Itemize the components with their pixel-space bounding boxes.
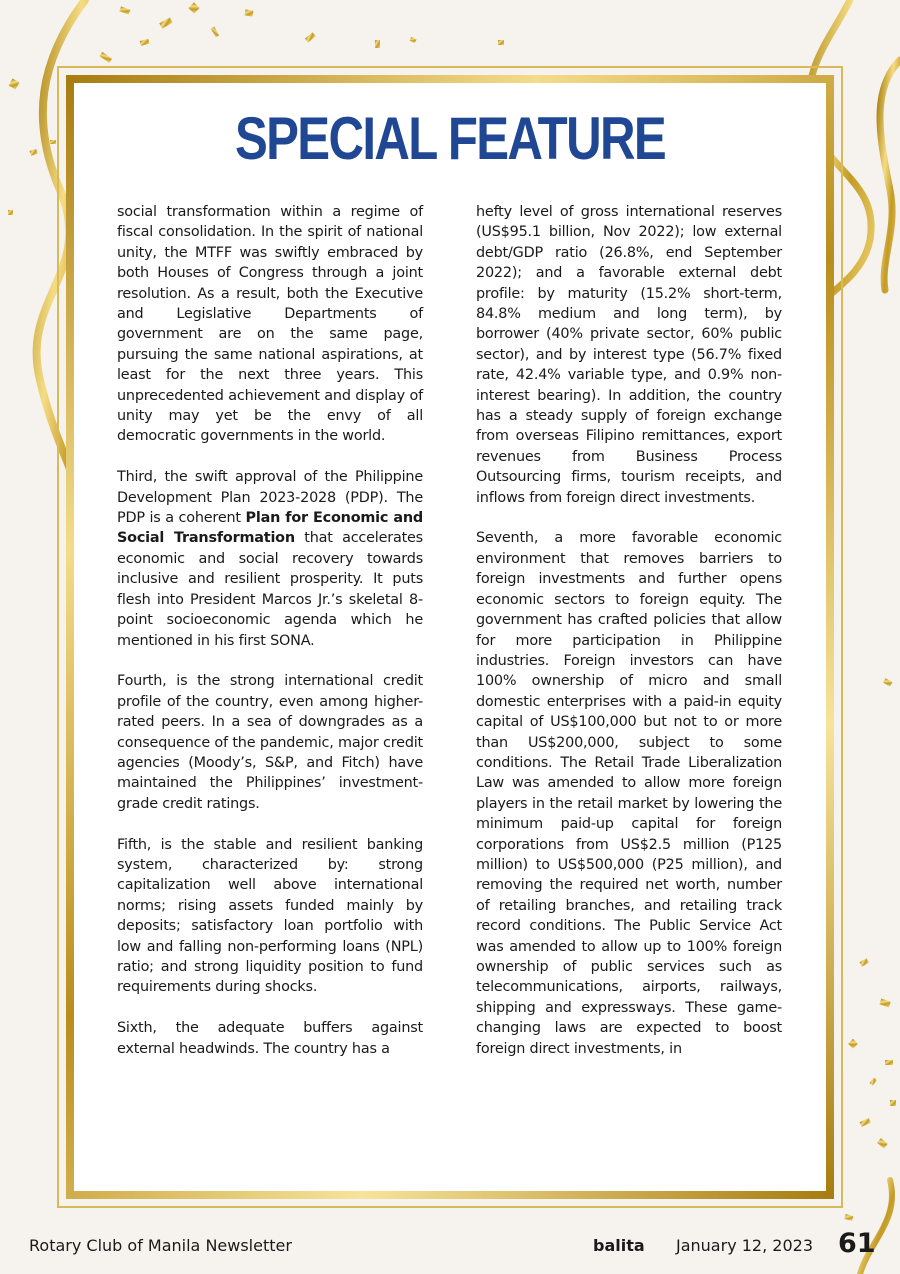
paragraph (117, 467, 423, 651)
paragraph: Fifth, is the stable and resilient banking system, characterized by: strong capitalization well above international norms; rising assets funded mainly by deposits; satisfactory loan portfolio with low and falling non-performing loans (NPL) ratio; and strong liquidity position to fund requirements during shocks. (117, 836, 423, 996)
paragraph: social transformation within a regime of fiscal consolidation. In the spirit of national unity, the MTFF was swiftly embraced by both Houses of Congress through a joint resolution. As a result, both the Executive and Legislative Departments of government are on the same page, pursuing the same national aspirations, at least for the next three years. This unprecedented achievement and display of unity may yet be the envy of all democratic governments in the world. (117, 204, 423, 445)
bold-phrase: Plan for Economic and Social Transformation (117, 510, 424, 547)
page-number: 61 (838, 1228, 876, 1259)
paragraph-text: that accelerates economic and social recovery towards inclusive and resilient prosperity. It puts flesh into President Marcos Jr.’s skeletal 8-point socioeconomic agenda which he mentioned in his first SONA. (117, 530, 423, 649)
right-ribbon-2 (880, 60, 900, 290)
paragraph: hefty level of gross international reserves (US$95.1 billion, Nov 2022); low external debt/GDP ratio (26.8%, end September 2022); and a favorable external debt profile: by maturity (15.2% short-term, 84.8% medium and long term), by borrower (40% private sector, 60% public sector), and by interest type (56.7% fixed rate, 42.4% variable type, and 0.9% non-interest bearing). In addition, the country has a steady supply of foreign exchange from overseas Filipino remittances, export revenues from Business Process Outsourcing firms, tourism receipts, and inflows from foreign direct investments. (476, 204, 782, 506)
footer-brand: balita (593, 1236, 645, 1255)
paragraph: Seventh, a more favorable economic environment that removes barriers to foreign investments and further opens economic sectors to foreign equity. The government has crafted policies that allow for more participation in Philippine industries. Foreign investors can have 100% ownership of micro and small domestic enterprises with a paid-in equity capital of US$100,000 but not to or more than US$200,000, subject to some conditions. The Retail Trade Liberalization Law was amended to allow more foreign players in the retail market by lowering the minimum paid-up capital for foreign corporations from US$2.5 million (P125 million) to US$500,000 (P25 million), and removing the required net worth, number of retailing branches, and retailing track record conditions. The Public Service Act was amended to allow up to 100% foreign ownership of public services such as telecommunications, airports, railways, shipping and expressways. These game-changing laws are expected to boost foreign direct investments, in (476, 530, 782, 1057)
paragraph-text: Third, the swift approval of the Philippine Development Plan 2023-2028 (PDP). The PDP is a coherent (117, 469, 423, 527)
paragraph: Fourth, is the strong international credit profile of the country, even among higher-rated peers. In a sea of downgrades as a consequence of the pandemic, major credit agencies (Moody’s, S&P, and Fitch) have maintained the Philippines’ investment-grade credit ratings. (117, 673, 423, 812)
footer-date: January 12, 2023 (676, 1236, 813, 1255)
left-column (117, 202, 423, 1079)
paragraph: Sixth, the adequate buffers against external headwinds. The country has a (117, 1020, 423, 1057)
footer-publication: Rotary Club of Manila Newsletter (29, 1236, 292, 1255)
bottom-right-ribbon (860, 1180, 892, 1274)
right-column (476, 202, 782, 1079)
page-title: SPECIAL FEATURE (234, 105, 666, 172)
